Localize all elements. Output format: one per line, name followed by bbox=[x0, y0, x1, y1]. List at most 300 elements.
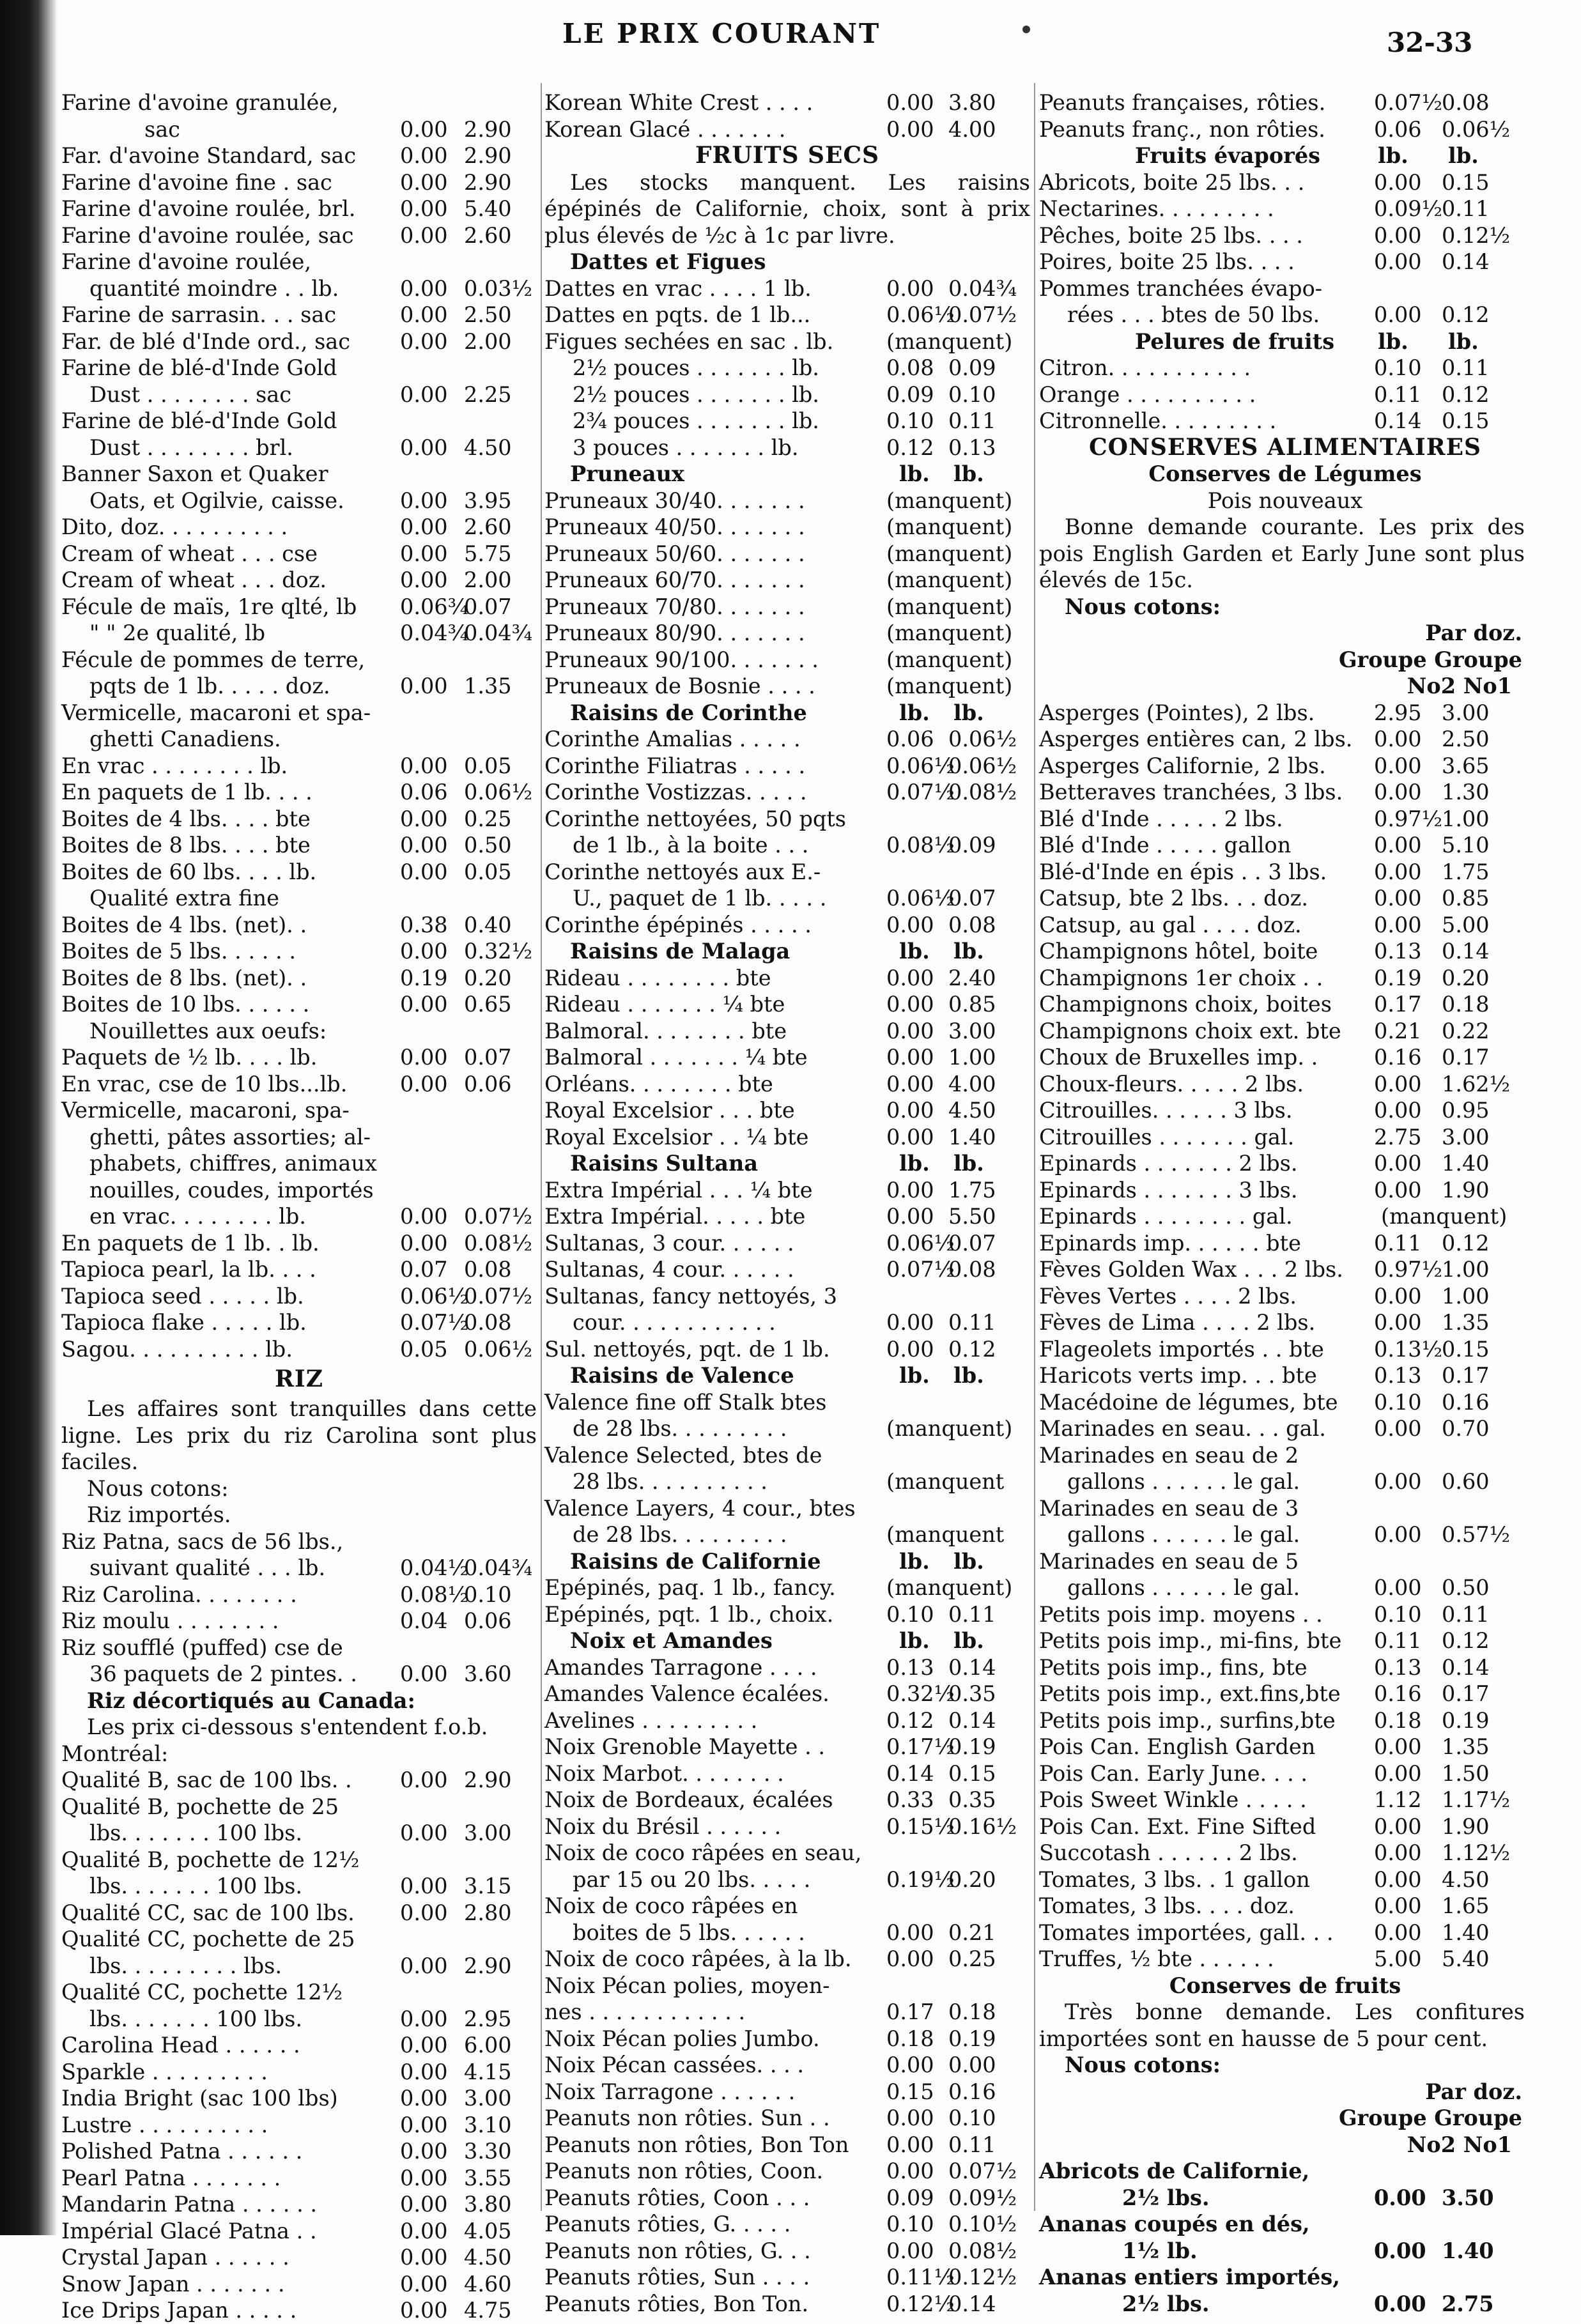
price-low: 0.10 bbox=[1374, 355, 1422, 380]
price-row bbox=[61, 1794, 537, 1820]
price-high: 1.90 bbox=[1442, 1813, 1490, 1839]
price-row bbox=[1039, 991, 1531, 1018]
item-label: Sultanas, fancy nettoyés, 3 bbox=[544, 1283, 838, 1309]
price-row bbox=[1039, 1044, 1531, 1071]
price-row bbox=[61, 700, 537, 727]
price-low: 0.00 bbox=[886, 1336, 934, 1362]
price-row bbox=[1039, 355, 1531, 381]
item-label: Marinades en seau de 3 bbox=[1039, 1495, 1299, 1521]
item-label: Qualité CC, sac de 100 lbs. bbox=[61, 1900, 355, 1925]
item-label: lbs. . . . . . . 100 lbs. bbox=[89, 1874, 303, 1898]
price-row bbox=[61, 1071, 537, 1098]
price-high: 1.50 bbox=[1442, 1760, 1490, 1786]
price-row bbox=[544, 2026, 1030, 2052]
price-low: 0.00 bbox=[400, 1661, 448, 1686]
item-label: quantité moindre . . lb. bbox=[89, 275, 339, 301]
price-low: 0.00 bbox=[400, 859, 448, 884]
price-row bbox=[544, 408, 1030, 435]
price-low: 0.00 bbox=[1374, 1522, 1422, 1547]
price-row bbox=[61, 1820, 537, 1847]
price-row bbox=[61, 2271, 537, 2298]
price-high: 4.50 bbox=[464, 435, 512, 460]
price-low: 1.12 bbox=[1374, 1787, 1422, 1812]
price-low: 0.00 bbox=[400, 381, 448, 407]
item-label: Farine d'avoine roulée, sac bbox=[61, 222, 354, 248]
price-row bbox=[544, 1787, 1030, 1813]
price-low: (manquent) bbox=[886, 673, 1013, 698]
price-row bbox=[544, 1442, 1030, 1469]
item-label: Peanuts non rôties, Bon Ton bbox=[544, 2132, 849, 2157]
price-high: 2.00 bbox=[464, 328, 512, 354]
price-high: 0.13 bbox=[948, 435, 996, 460]
price-high: 4.75 bbox=[464, 2298, 512, 2323]
price-low: 0.00 bbox=[886, 1071, 934, 1097]
item-label: Noix de Bordeaux, écalées bbox=[544, 1787, 833, 1812]
price-row bbox=[1039, 1813, 1531, 1840]
price-high: 0.08 bbox=[948, 1257, 996, 1282]
scan-edge bbox=[0, 0, 58, 2235]
price-row bbox=[61, 1979, 537, 2006]
price-row bbox=[544, 381, 1030, 408]
item-label: Catsup, bte 2 lbs. . . doz. bbox=[1039, 886, 1309, 911]
item-label: Extra Impérial. . . . . bte bbox=[544, 1204, 806, 1229]
price-low: 0.00 bbox=[1374, 302, 1422, 327]
price-high: 0.17 bbox=[1442, 1363, 1490, 1388]
price-high: 1.00 bbox=[1442, 806, 1490, 831]
price-row bbox=[544, 1654, 1030, 1681]
price-row bbox=[1039, 1495, 1531, 1522]
price-high: 2.40 bbox=[948, 965, 996, 990]
price-row bbox=[1039, 408, 1531, 435]
price-low: 0.00 bbox=[1374, 1866, 1422, 1892]
price-row bbox=[544, 647, 1030, 673]
price-low: 0.97½ bbox=[1374, 1257, 1443, 1282]
price-row bbox=[544, 275, 1030, 302]
price-low: 5.00 bbox=[1374, 1946, 1422, 1971]
item-label: Paquets de ½ lb. . . . lb. bbox=[61, 1045, 318, 1070]
price-row bbox=[544, 1840, 1030, 1866]
legumes-par-doz: Par doz. bbox=[1425, 620, 1522, 645]
price-row bbox=[544, 2211, 1030, 2238]
item-label: En vrac . . . . . . . . lb. bbox=[61, 753, 288, 778]
price-low: 0.10 bbox=[886, 2212, 934, 2236]
price-high: 0.06½ bbox=[464, 780, 533, 804]
price-low: 0.00 bbox=[1374, 1840, 1422, 1865]
price-high: 1.35 bbox=[464, 673, 512, 698]
price-row bbox=[61, 859, 537, 886]
item-label: Qualité B, pochette de 12½ bbox=[61, 1847, 360, 1872]
price-low: 0.00 bbox=[400, 1045, 448, 1070]
price-row bbox=[544, 1468, 1030, 1495]
item-label: Petits pois imp., fins, bte bbox=[1039, 1654, 1307, 1680]
price-low: 0.06½ bbox=[886, 886, 955, 911]
price-low: 0.00 bbox=[886, 965, 934, 990]
price-high: 3.30 bbox=[464, 2139, 512, 2164]
price-low: 0.00 bbox=[886, 992, 934, 1017]
item-label: Tomates, 3 lbs. . 1 gallon bbox=[1039, 1866, 1310, 1892]
price-low: 0.00 bbox=[886, 1018, 934, 1043]
price-high: 0.20 bbox=[948, 1866, 996, 1892]
price-low: 0.00 bbox=[1374, 2185, 1426, 2210]
price-row bbox=[61, 2138, 537, 2165]
price-low: 0.08½ bbox=[886, 833, 955, 858]
subsection-header bbox=[544, 938, 1030, 965]
price-low: 0.00 bbox=[1374, 1893, 1422, 1918]
item-label: Peanuts non rôties, G. . . bbox=[544, 2238, 811, 2263]
item-label: 1½ lb. bbox=[1122, 2238, 1198, 2263]
price-row bbox=[544, 753, 1030, 780]
price-high: 1.00 bbox=[1442, 1257, 1490, 1282]
dattes-figues-heading: Dattes et Figues bbox=[570, 249, 766, 274]
price-low: 0.00 bbox=[1374, 1734, 1422, 1759]
price-row bbox=[544, 1946, 1030, 1973]
running-head bbox=[0, 18, 1581, 63]
item-label: 36 paquets de 2 pintes. . bbox=[89, 1661, 357, 1686]
price-row bbox=[61, 222, 537, 249]
price-row bbox=[61, 408, 537, 435]
price-high: 0.25 bbox=[948, 1946, 996, 1971]
price-high: 4.50 bbox=[1442, 1866, 1490, 1892]
price-high: 6.00 bbox=[464, 2033, 512, 2058]
price-row bbox=[1039, 779, 1531, 806]
price-row bbox=[61, 2085, 537, 2112]
price-high: lb. bbox=[1448, 328, 1479, 354]
section-title-riz: RIZ bbox=[274, 1366, 324, 1392]
item-label: nes . . . . . . . . . . . . bbox=[544, 1999, 746, 2024]
item-label: Noix du Brésil . . . . . . bbox=[544, 1813, 782, 1839]
price-high: 0.06½ bbox=[948, 753, 1017, 778]
price-row bbox=[1039, 1681, 1531, 1707]
price-low: 0.06½ bbox=[886, 302, 955, 327]
price-row bbox=[544, 1309, 1030, 1336]
rows-fruits-conserves bbox=[1039, 2158, 1531, 2317]
price-high: 0.18 bbox=[1442, 992, 1490, 1017]
item-label: Riz soufflé (puffed) cse de bbox=[61, 1635, 343, 1660]
item-label: Avelines . . . . . . . . . bbox=[544, 1707, 758, 1733]
price-row bbox=[1039, 1760, 1531, 1787]
price-low: (manquent bbox=[886, 1522, 1005, 1547]
item-label: Farine de sarrasin. . . sac bbox=[61, 302, 337, 327]
item-label: ghetti, pâtes assorties; al- bbox=[89, 1124, 371, 1150]
price-high: 0.11 bbox=[948, 1310, 996, 1335]
item-label: Fruits évaporés bbox=[1135, 143, 1321, 168]
price-row bbox=[61, 461, 537, 488]
fruits-secs-note: Les stocks manquent. Les raisins épépinés de Californie, choix, sont à prix plus élevés de ½c à 1c par livre. bbox=[544, 169, 1030, 248]
price-high: 3.10 bbox=[464, 2112, 512, 2137]
item-label: Balmoral . . . . . . . ¼ bte bbox=[544, 1045, 808, 1070]
item-label: Tomates, 3 lbs. . . . doz. bbox=[1039, 1893, 1295, 1918]
item-label: Citron. . . . . . . . . . . bbox=[1039, 355, 1251, 380]
item-label: Korean Glacé . . . . . . . bbox=[544, 116, 786, 142]
price-high: 0.11 bbox=[948, 2132, 996, 2157]
price-high: lb. bbox=[953, 1628, 984, 1653]
price-low: 0.00 bbox=[400, 2298, 448, 2323]
price-high: 2.50 bbox=[1442, 727, 1490, 751]
price-row bbox=[61, 1555, 537, 1581]
price-row bbox=[544, 1973, 1030, 1999]
price-high: 0.11 bbox=[1442, 1601, 1490, 1627]
price-high: 5.40 bbox=[464, 196, 512, 221]
price-low: (manquent) bbox=[886, 1575, 1013, 1600]
price-row bbox=[544, 2264, 1030, 2291]
price-low: 0.00 bbox=[886, 90, 934, 115]
item-label: Asperges entières can, 2 lbs. bbox=[1039, 727, 1353, 751]
subsection-header bbox=[1039, 142, 1531, 169]
price-row bbox=[544, 488, 1030, 514]
item-label: Vermicelle, macaroni, spa- bbox=[61, 1098, 350, 1123]
price-high: 0.22 bbox=[1442, 1018, 1490, 1043]
item-label: Lustre . . . . . . . . . . bbox=[61, 2112, 268, 2137]
price-row bbox=[1039, 169, 1531, 196]
item-label: Oats, et Ogilvie, caisse. bbox=[89, 488, 344, 513]
item-label: Corinthe Amalias . . . . . bbox=[544, 727, 801, 751]
price-high: 1.75 bbox=[948, 1177, 996, 1203]
price-row bbox=[544, 1495, 1030, 1522]
price-high: 1.62½ bbox=[1442, 1071, 1511, 1097]
price-row bbox=[61, 965, 537, 992]
price-low: (manquent) bbox=[886, 1416, 1013, 1441]
price-row bbox=[61, 594, 537, 620]
item-label: lbs. . . . . . . 100 lbs. bbox=[89, 2006, 303, 2031]
price-high: 0.85 bbox=[948, 992, 996, 1017]
item-label: Citrouilles. . . . . . 3 lbs. bbox=[1039, 1098, 1293, 1123]
price-row bbox=[544, 1124, 1030, 1151]
price-high: 2.60 bbox=[464, 514, 512, 539]
price-low: lb. bbox=[899, 1628, 930, 1653]
price-row bbox=[1039, 2158, 1531, 2185]
item-label: Petits pois imp. moyens . . bbox=[1039, 1601, 1323, 1627]
price-low: 0.17 bbox=[886, 1999, 934, 2024]
item-label: Dito, doz. . . . . . . . . . bbox=[61, 514, 288, 539]
column-3 bbox=[1039, 89, 1531, 2317]
price-low: 0.18 bbox=[886, 2026, 934, 2051]
price-low: 0.00 bbox=[1374, 780, 1422, 804]
item-label: Peanuts franç., non rôties. bbox=[1039, 116, 1325, 142]
item-label: gallons . . . . . . le gal. bbox=[1067, 1469, 1300, 1494]
price-high: 0.08 bbox=[464, 1257, 512, 1282]
price-low: 0.00 bbox=[886, 1920, 934, 1945]
price-row bbox=[544, 1813, 1030, 1840]
price-high: 2.90 bbox=[464, 116, 512, 142]
item-label: Banner Saxon et Quaker bbox=[61, 461, 328, 486]
price-row bbox=[61, 1608, 537, 1635]
price-low: 0.00 bbox=[1374, 1098, 1422, 1123]
price-row bbox=[61, 1097, 537, 1124]
price-row bbox=[544, 1256, 1030, 1283]
item-label: Boites de 4 lbs. (net). . bbox=[61, 912, 307, 937]
item-label: Vermicelle, macaroni et spa- bbox=[61, 700, 371, 725]
price-low: 0.15½ bbox=[886, 1813, 955, 1839]
price-low: 0.00 bbox=[400, 275, 448, 301]
price-row bbox=[61, 2218, 537, 2245]
price-row bbox=[1039, 1336, 1531, 1363]
item-label: 3 pouces . . . . . . . lb. bbox=[573, 435, 799, 460]
price-row bbox=[1039, 806, 1531, 833]
item-label: Impérial Glacé Patna . . bbox=[61, 2218, 317, 2243]
item-label: En vrac, cse de 10 lbs...lb. bbox=[61, 1071, 348, 1097]
item-label: Sultanas, 4 cour. . . . . . bbox=[544, 1257, 794, 1282]
price-low: 0.12½ bbox=[886, 2291, 955, 2316]
price-high: 1.40 bbox=[1442, 2238, 1494, 2263]
item-label: Korean White Crest . . . . bbox=[544, 90, 814, 115]
price-high: 0.12 bbox=[948, 1336, 996, 1362]
item-label: Noix Pécan cassées. . . . bbox=[544, 2052, 805, 2077]
price-low: 0.09½ bbox=[1374, 196, 1443, 221]
price-high: 3.00 bbox=[948, 1018, 996, 1043]
price-high: 0.06½ bbox=[1442, 116, 1511, 142]
price-low: 0.00 bbox=[886, 2132, 934, 2157]
price-row bbox=[544, 89, 1030, 116]
item-label: suivant qualité . . . lb. bbox=[89, 1555, 326, 1580]
price-high: 5.10 bbox=[1442, 833, 1490, 858]
price-row bbox=[544, 2238, 1030, 2265]
item-label: Blé d'Inde . . . . . 2 lbs. bbox=[1039, 806, 1283, 831]
rows-flour-pasta bbox=[61, 89, 537, 1362]
price-row bbox=[61, 1283, 537, 1310]
price-low: 0.00 bbox=[400, 1767, 448, 1792]
price-row bbox=[544, 1389, 1030, 1416]
price-low: (manquent) bbox=[886, 514, 1013, 539]
price-row bbox=[1039, 275, 1531, 302]
price-low: 0.05 bbox=[400, 1336, 448, 1362]
item-label: de 28 lbs. . . . . . . . . bbox=[573, 1522, 787, 1547]
price-high: 0.32½ bbox=[464, 939, 533, 964]
price-high: 0.16 bbox=[948, 2079, 996, 2104]
price-high: 2.90 bbox=[464, 143, 512, 168]
price-low: 0.11½ bbox=[886, 2265, 955, 2289]
price-row bbox=[1039, 1628, 1531, 1654]
price-high: 0.09 bbox=[948, 833, 996, 858]
rows-riz-importes bbox=[61, 1528, 537, 1688]
item-label: en vrac. . . . . . . . lb. bbox=[89, 1204, 306, 1229]
price-row bbox=[61, 2112, 537, 2139]
price-row bbox=[544, 328, 1030, 355]
item-label: Far. d'avoine Standard, sac bbox=[61, 143, 357, 168]
price-row bbox=[61, 1256, 537, 1283]
price-low: 0.00 bbox=[400, 196, 448, 221]
price-low: 0.00 bbox=[400, 2139, 448, 2164]
price-high: 0.14 bbox=[1442, 1654, 1490, 1680]
price-low: (manquent) bbox=[886, 328, 1013, 354]
price-row bbox=[1039, 381, 1531, 408]
price-row bbox=[1039, 1893, 1531, 1920]
price-low: 0.00 bbox=[886, 2159, 934, 2183]
item-label: Peanuts non rôties. Sun . . bbox=[544, 2105, 830, 2130]
price-row bbox=[544, 302, 1030, 328]
item-label: 2½ lbs. bbox=[1122, 2185, 1210, 2210]
item-label: Truffes, ½ bte . . . . . . bbox=[1039, 1946, 1274, 1971]
item-label: Asperges Californie, 2 lbs. bbox=[1039, 753, 1326, 778]
item-label: Far. de blé d'Inde ord., sac bbox=[61, 328, 351, 354]
price-low: 0.16 bbox=[1374, 1045, 1422, 1070]
item-label: Tomates importées, gall. . . bbox=[1039, 1920, 1334, 1945]
legumes-market-note: Bonne demande courante. Les prix des pois English Garden et Early June sont plus élevés de 15c. bbox=[1039, 514, 1525, 592]
item-label: Noix de coco râpées en seau, bbox=[544, 1840, 862, 1865]
price-low: 0.14 bbox=[1374, 408, 1422, 433]
price-low: 0.00 bbox=[400, 2086, 448, 2111]
price-row bbox=[61, 1230, 537, 1257]
item-label: Epinards . . . . . . . 2 lbs. bbox=[1039, 1151, 1298, 1176]
price-low: 0.00 bbox=[400, 488, 448, 513]
price-low: 0.07 bbox=[400, 1257, 448, 1282]
item-label: Raisins de Californie bbox=[570, 1548, 821, 1574]
column-divider bbox=[541, 83, 542, 2211]
price-low: 0.00 bbox=[400, 2059, 448, 2084]
item-label: Pois Can. Ext. Fine Sifted bbox=[1039, 1813, 1316, 1839]
price-row bbox=[544, 541, 1030, 567]
price-low: 0.19 bbox=[400, 965, 448, 990]
price-row bbox=[61, 991, 537, 1018]
price-high: 0.35 bbox=[948, 1681, 996, 1706]
price-low: 0.00 bbox=[1374, 169, 1422, 195]
price-high: 0.65 bbox=[464, 992, 512, 1017]
price-low: 0.04¾ bbox=[400, 620, 469, 645]
price-high: 0.12½ bbox=[1442, 222, 1511, 248]
item-label: Valence Layers, 4 cour., btes bbox=[544, 1495, 856, 1521]
price-low: 0.00 bbox=[400, 116, 448, 142]
item-label: Macédoine de légumes, bte bbox=[1039, 1389, 1338, 1415]
price-row bbox=[544, 1230, 1030, 1257]
price-row bbox=[61, 647, 537, 673]
item-label: Noix Marbot. . . . . . . . bbox=[544, 1760, 784, 1786]
item-label: Pruneaux 50/60. . . . . . . bbox=[544, 541, 805, 566]
price-low: 0.00 bbox=[400, 939, 448, 964]
price-high: 5.00 bbox=[1442, 912, 1490, 937]
price-row bbox=[1039, 196, 1531, 222]
price-high: 4.15 bbox=[464, 2059, 512, 2084]
item-label: Riz Patna, sacs de 56 lbs., bbox=[61, 1528, 344, 1554]
price-high: 1.65 bbox=[1442, 1893, 1490, 1918]
price-low: 0.00 bbox=[400, 541, 448, 566]
section-title-conserves: CONSERVES ALIMENTAIRES bbox=[1088, 433, 1482, 461]
price-row bbox=[1039, 1734, 1531, 1760]
price-low: 2.75 bbox=[1374, 1124, 1422, 1150]
price-high: 0.07½ bbox=[948, 302, 1017, 327]
price-row bbox=[61, 2059, 537, 2086]
item-label: Raisins de Malaga bbox=[570, 939, 790, 964]
item-label: Epinards imp. . . . . . bte bbox=[1039, 1230, 1301, 1256]
price-row bbox=[544, 594, 1030, 620]
item-label: Peanuts rôties, Bon Ton. bbox=[544, 2291, 809, 2316]
price-row bbox=[61, 1661, 537, 1688]
price-row bbox=[61, 1953, 537, 1980]
item-label: Epépinés, pqt. 1 lb., choix. bbox=[544, 1601, 834, 1627]
item-label: boites de 5 lbs. . . . . . bbox=[573, 1920, 805, 1945]
price-low: 0.09 bbox=[886, 2185, 934, 2210]
price-row bbox=[61, 1150, 537, 1177]
price-high: 0.00 bbox=[948, 2052, 996, 2077]
price-high: 0.12 bbox=[1442, 1628, 1490, 1653]
price-row bbox=[61, 328, 537, 355]
item-label: Choux-fleurs. . . . . 2 lbs. bbox=[1039, 1071, 1304, 1097]
price-high: 0.07½ bbox=[948, 2159, 1017, 2183]
price-row bbox=[61, 1635, 537, 1661]
price-low: 0.08 bbox=[886, 355, 934, 380]
price-high: 0.05 bbox=[464, 753, 512, 778]
rows-fruits-secs bbox=[544, 275, 1030, 2318]
item-label: Mandarin Patna . . . . . . bbox=[61, 2192, 318, 2217]
price-row bbox=[1039, 1654, 1531, 1681]
price-row bbox=[544, 1601, 1030, 1628]
price-high: lb. bbox=[953, 1151, 984, 1176]
item-label: pqts de 1 lb. . . . . doz. bbox=[89, 673, 330, 698]
price-row bbox=[61, 116, 537, 143]
price-high: 1.75 bbox=[1442, 859, 1490, 884]
item-label: de 1 lb., à la boite . . . bbox=[573, 833, 809, 858]
price-high: 0.12½ bbox=[948, 2265, 1017, 2289]
price-high: 4.00 bbox=[948, 116, 996, 142]
price-low: 0.00 bbox=[886, 1310, 934, 1335]
